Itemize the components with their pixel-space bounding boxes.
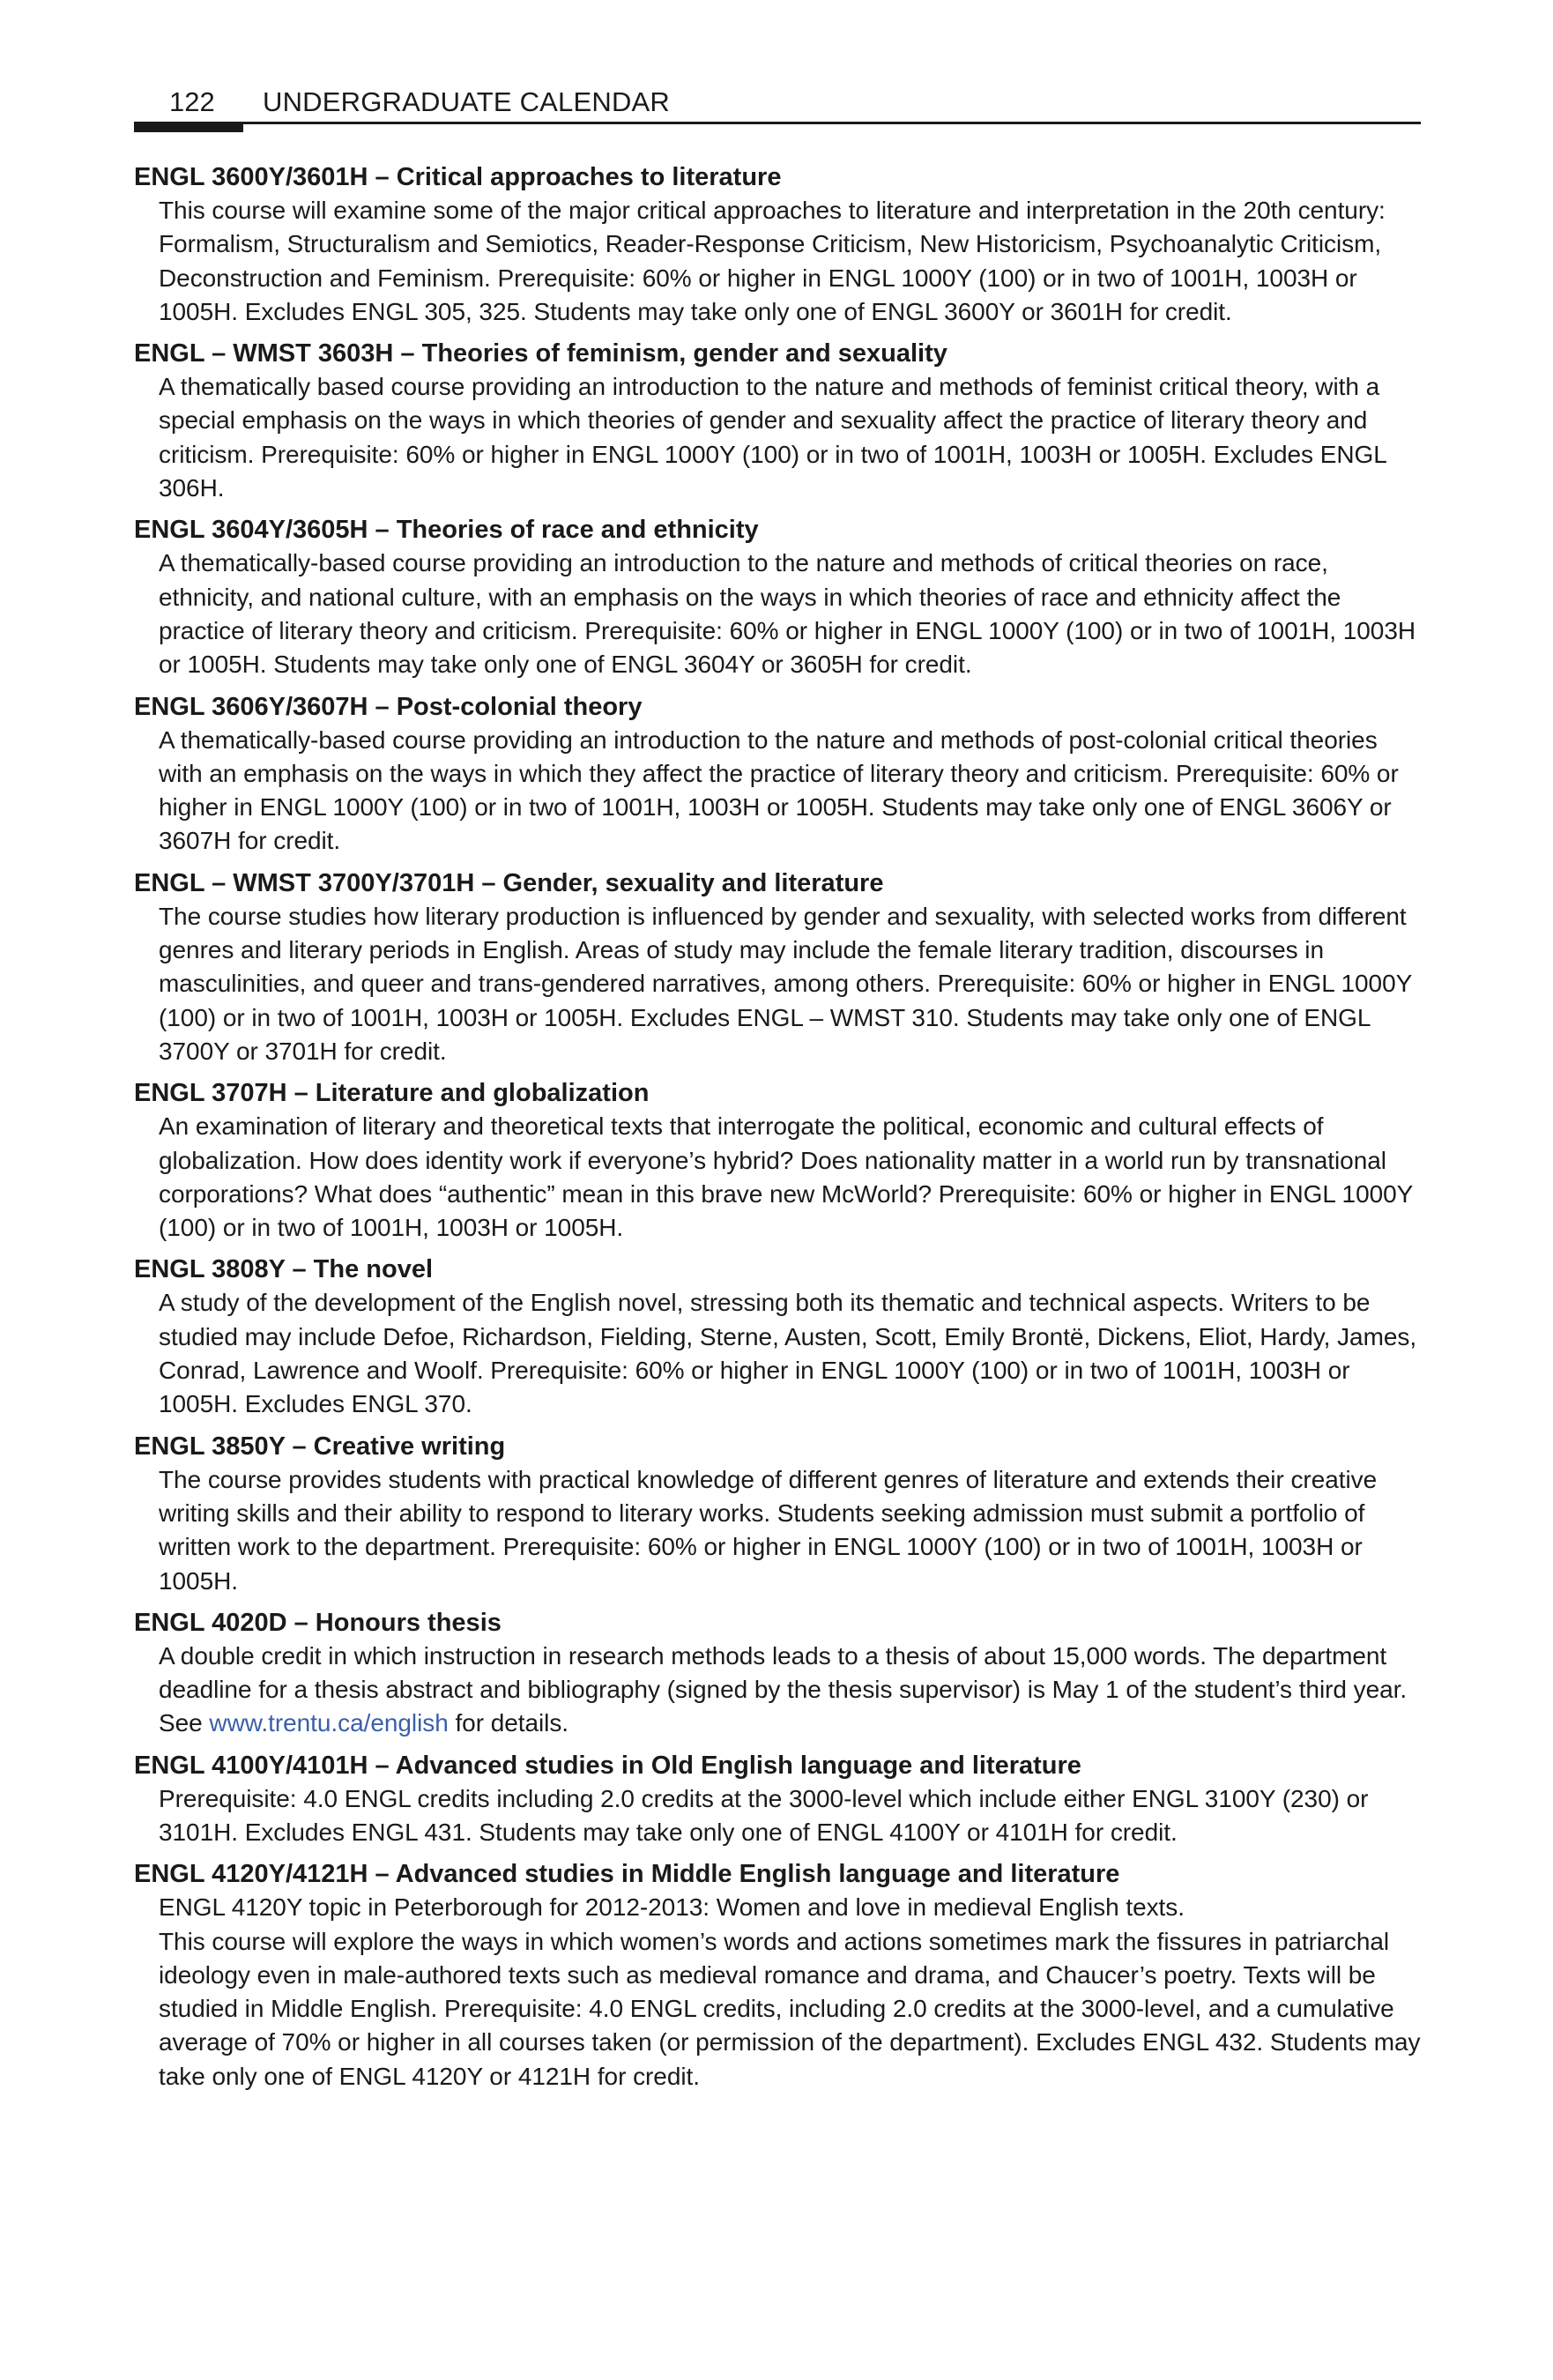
course-entry: [134, 690, 1421, 859]
course-title: ENGL 3600Y/3601H – Critical approaches to literature: [134, 163, 782, 191]
course-entry: [134, 1749, 1421, 1850]
course-title: ENGL – WMST 3700Y/3701H – Gender, sexuality and literature: [134, 868, 884, 897]
english-department-link[interactable]: www.trentu.ca/english: [209, 1709, 449, 1737]
header-rule-tab: [134, 122, 243, 132]
course-description: A thematically-based course providing an introduction to the nature and methods of critical theories on race, ethnicity, and national culture, with an emphasis on the ways in which theories of race and ethnicity affect the practice of literary theory and criticism. Prerequisite: 60% or higher in ENGL 1000Y (100) or in two of 1001H, 1003H or 1005H. Students may take only one of ENGL 3604Y or 3605H for credit.: [159, 549, 1416, 679]
course-entry: [134, 1430, 1421, 1598]
course-title: ENGL 3606Y/3607H – Post-colonial theory: [134, 692, 643, 721]
course-description: [159, 1640, 1421, 1741]
course-description: A study of the development of the English novel, stressing both its thematic and technical aspects. Writers to be studied may include Defoe, Richardson, Fielding, Sterne, Austen, Scott, Emily Brontë, Dickens, Eliot, Hardy, James, Conrad, Lawrence and Woolf. Prerequisite: 60% or higher in ENGL 1000Y (100) or in two of 1001H, 1003H or 1005H. Excludes ENGL 370.: [159, 1289, 1417, 1418]
course-entry: [134, 1253, 1421, 1421]
course-title: ENGL 4020D – Honours thesis: [134, 1608, 502, 1637]
course-entry: [134, 160, 1421, 329]
page-number: 122: [169, 86, 215, 117]
course-entry: [134, 1606, 1421, 1741]
course-title: ENGL 4120Y/4121H – Advanced studies in Middle English language and literature: [134, 1860, 1120, 1889]
course-description-text: for details.: [448, 1709, 569, 1737]
course-entry: [134, 1076, 1421, 1245]
course-title: ENGL 3707H – Literature and globalization: [134, 1079, 650, 1108]
course-list: [134, 160, 1421, 2101]
course-title: ENGL 4100Y/4101H – Advanced studies in Old English language and literature: [134, 1751, 1081, 1780]
course-description: An examination of literary and theoretical texts that interrogate the political, economic and cultural effects of globalization. How does identity work if everyone’s hybrid? Does nationality matter in a world run by transnational corporations? What does “authentic” mean in this brave new McWorld? Prerequisite: 60% or higher in ENGL 1000Y (100) or in two of 1001H, 1003H or 1005H.: [159, 1112, 1413, 1242]
course-description: A thematically based course providing an introduction to the nature and methods of feminist critical theory, with a special emphasis on the ways in which theories of gender and sexuality affect the practice of literary theory and criticism. Prerequisite: 60% or higher in ENGL 1000Y (100) or in two of 1001H, 1003H or 1005H. Excludes ENGL 306H.: [159, 373, 1386, 502]
course-title: ENGL 3604Y/3605H – Theories of race and ethnicity: [134, 516, 759, 545]
course-description: This course will examine some of the major critical approaches to literature and interpretation in the 20th century: Formalism, Structuralism and Semiotics, Reader-Response Criticism, New Historicism, Psychoanalytic Criticism, Deconstruction and Feminism. Prerequisite: 60% or higher in ENGL 1000Y (100) or in two of 1001H, 1003H or 1005H. Excludes ENGL 305, 325. Students may take only one of ENGL 3600Y or 3601H for credit.: [159, 197, 1386, 325]
course-description-text: A double credit in which instruction in research methods leads to a thesis of about 15,000 words. The department deadline for a thesis abstract and bibliography (signed by the thesis supervisor) is May 1 of the student’s third year. See: [159, 1641, 1408, 1737]
course-description: The course provides students with practical knowledge of different genres of literature and extends their creative writing skills and their ability to respond to literary works. Students seeking admission must submit a portfolio of written work to the department. Prerequisite: 60% or higher in ENGL 1000Y (100) or in two of 1001H, 1003H or 1005H.: [159, 1465, 1378, 1595]
course-entry: [134, 513, 1421, 681]
course-description: A thematically-based course providing an introduction to the nature and methods of post-colonial critical theories with an emphasis on the ways in which they affect the practice of literary theory and criticism. Prerequisite: 60% or higher in ENGL 1000Y (100) or in two of 1001H, 1003H or 1005H. Students may take only one of ENGL 3606Y or 3607H for credit.: [159, 725, 1399, 855]
running-title: UNDERGRADUATE CALENDAR: [263, 86, 670, 117]
course-entry: [134, 866, 1421, 1068]
course-title: ENGL 3850Y – Creative writing: [134, 1432, 506, 1461]
header-rule: [134, 122, 1421, 124]
page-header: [134, 81, 1421, 127]
course-entry: [134, 1857, 1421, 2094]
course-description: This course will explore the ways in which women’s words and actions sometimes mark the fissures in patriarchal ideology even in male-authored texts such as medieval romance and drama, and Chaucer’s poetry. Texts will be studied in Middle English. Prerequisite: 4.0 ENGL credits, including 2.0 credits at the 3000-level, and a cumulative average of 70% or higher in all courses taken (or permission of the department). Excludes ENGL 432. Students may take only one of ENGL 4120Y or 4121H for credit.: [159, 1927, 1421, 2090]
course-entry: [134, 337, 1421, 505]
course-title: ENGL – WMST 3603H – Theories of feminism, gender and sexuality: [134, 339, 947, 368]
course-title: ENGL 3808Y – The novel: [134, 1255, 434, 1284]
course-description: The course studies how literary production is influenced by gender and sexuality, with selected works from different genres and literary periods in English. Areas of study may include the female literary tradition, discourses in masculinities, and queer and trans-gendered narratives, among others. Prerequisite: 60% or higher in ENGL 1000Y (100) or in two of 1001H, 1003H or 1005H. Excludes ENGL – WMST 310. Students may take only one of ENGL 3700Y or 3701H for credit.: [159, 902, 1412, 1065]
course-description: Prerequisite: 4.0 ENGL credits including 2.0 credits at the 3000-level which include either ENGL 3100Y (230) or 3101H. Excludes ENGL 431. Students may take only one of ENGL 4100Y or 4101H for credit.: [159, 1784, 1369, 1846]
course-topic-line: ENGL 4120Y topic in Peterborough for 2012-2013: Women and love in medieval English texts.: [159, 1893, 1185, 1922]
